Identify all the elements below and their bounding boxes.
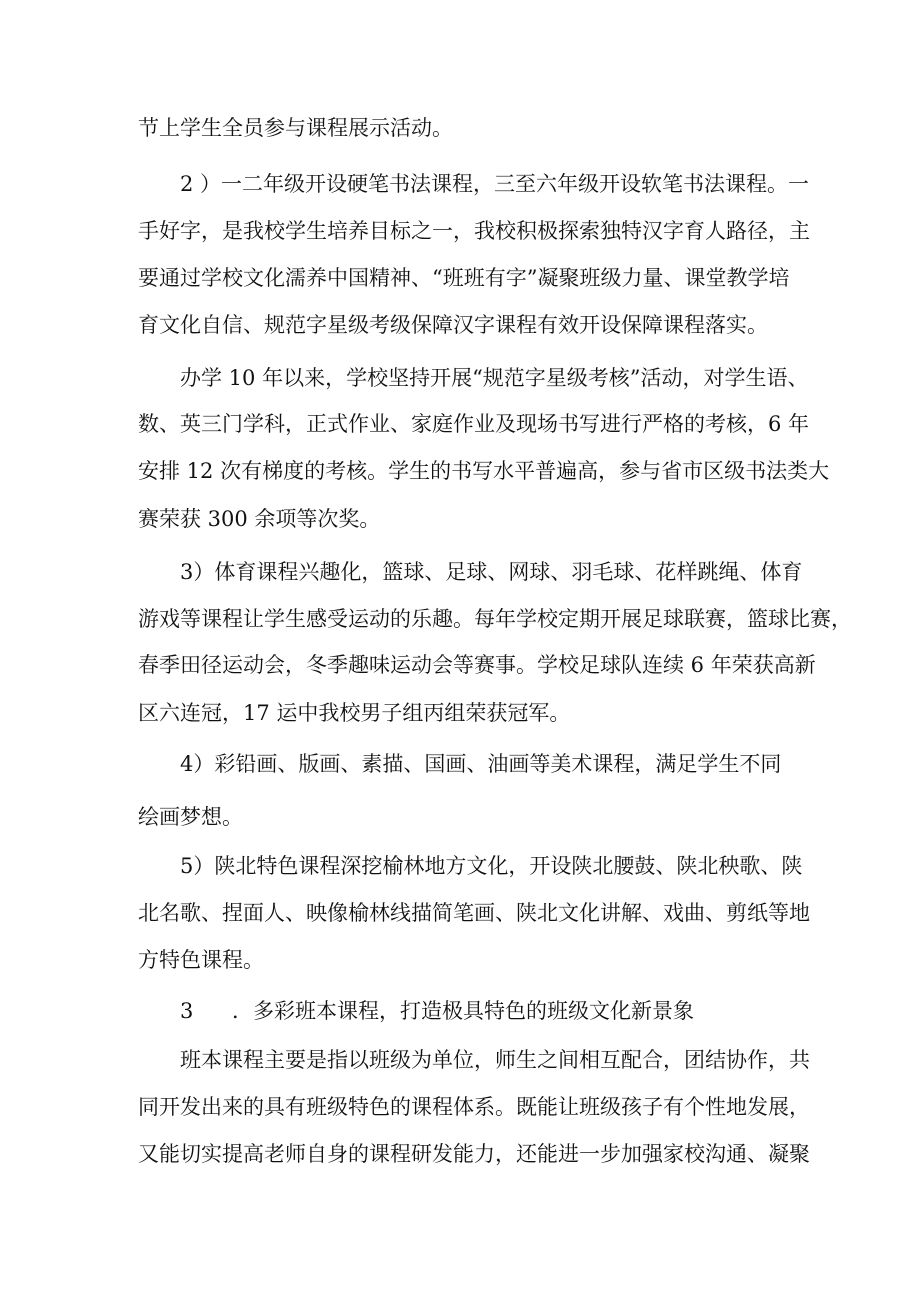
text-line: 节上学生全员参与课程展示活动。 <box>138 116 453 140</box>
text-line: 赛荣获 300 余项等次奖。 <box>138 507 381 531</box>
text-line: 安排 12 次有梯度的考核。学生的书写水平普遍高，参与省市区级书法类大 <box>138 459 830 483</box>
text-line: 同开发出来的具有班级特色的课程体系。既能让班级孩子有个性地发展， <box>138 1095 810 1119</box>
text-line: 春季田径运动会，冬季趣味运动会等赛事。学校足球队连续 6 年荣获高新 <box>138 653 816 677</box>
text-line: 班本课程主要是指以班级为单位，师生之间相互配合，团结协作，共 <box>180 1048 810 1072</box>
text-line: 北名歌、捏面人、映像榆林线描简笔画、陕北文化讲解、戏曲、剪纸等地 <box>138 901 810 925</box>
section-title: ．多彩班本课程，打造极具特色的班级文化新景象 <box>232 999 694 1023</box>
text-line: 方特色课程。 <box>138 948 264 972</box>
text-line: 办学 10 年以来，学校坚持开展“规范字星级考核”活动，对学生语、 <box>180 366 809 390</box>
text-line: 游戏等课程让学生感受运动的乐趣。每年学校定期开展足球联赛，篮球比赛， <box>138 607 852 631</box>
text-line: 又能切实提高老师自身的课程研发能力，还能进一步加强家校沟通、凝聚 <box>138 1142 810 1166</box>
section-number: 3 <box>180 999 194 1023</box>
text-line: 要通过学校文化濡养中国精神、“班班有字”凝聚班级力量、课堂教学培 <box>138 266 790 290</box>
text-line: 4）彩铅画、版画、素描、国画、油画等美术课程，满足学生不同 <box>180 752 782 776</box>
text-line: 手好字，是我校学生培养目标之一，我校积极探索独特汉字育人路径，主 <box>138 219 810 243</box>
text-line: 3）体育课程兴趣化，篮球、足球、网球、羽毛球、花样跳绳、体育 <box>180 560 803 584</box>
section-heading <box>180 997 920 1025</box>
text-line: 5）陕北特色课程深挖榆林地方文化，开设陕北腰鼓、陕北秧歌、陕 <box>180 854 803 878</box>
text-line: 数、英三门学科，正式作业、家庭作业及现场书写进行严格的考核，6 年 <box>138 412 810 436</box>
text-line: 育文化自信、规范字星级考级保障汉字课程有效开设保障课程落实。 <box>138 313 768 337</box>
text-line: 绘画梦想。 <box>138 805 243 829</box>
text-line: 区六连冠，17 运中我校男子组丙组荣获冠军。 <box>138 701 571 725</box>
text-line: 2 ）一二年级开设硬笔书法课程，三至六年级开设软笔书法课程。一 <box>180 172 810 196</box>
